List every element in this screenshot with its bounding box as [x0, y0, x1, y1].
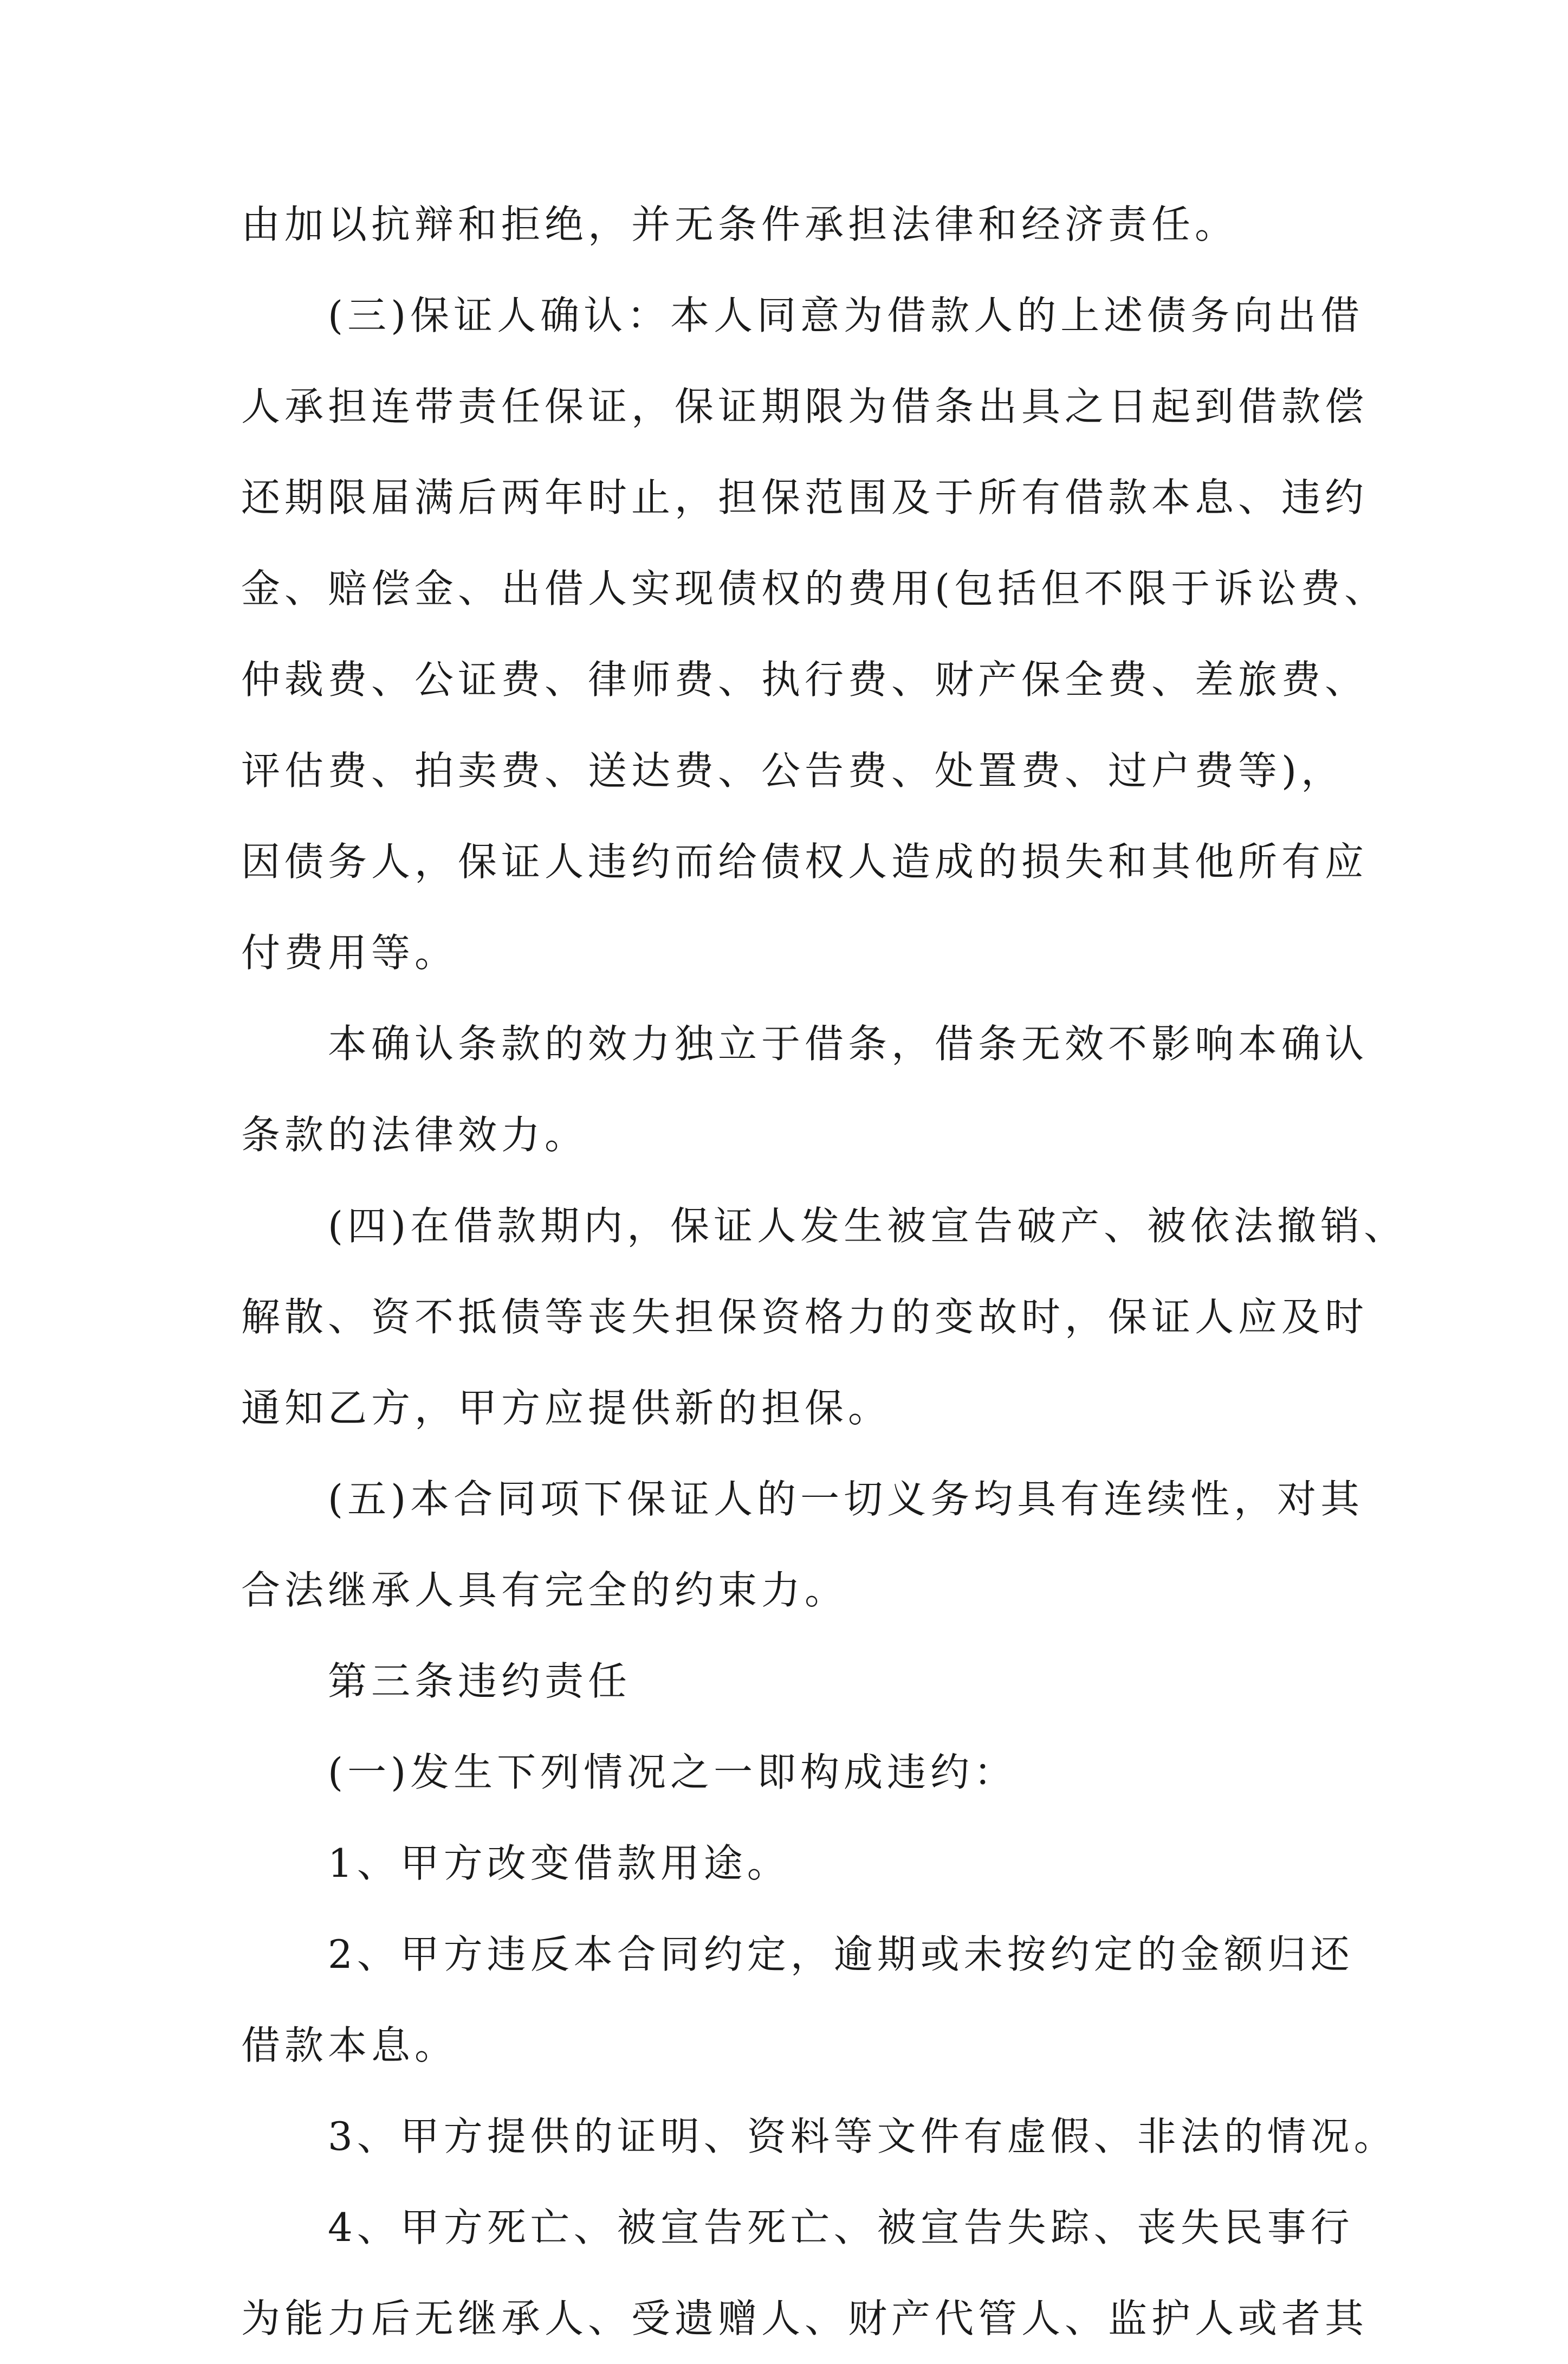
document-line: 合法继承人具有完全的约束力。 — [241, 1567, 848, 1613]
document-line: 本确认条款的效力独立于借条，借条无效不影响本确认 — [328, 1021, 1369, 1067]
document-line: 1、甲方改变借款用途。 — [328, 1840, 791, 1886]
document-line: 第三条违约责任 — [328, 1658, 632, 1704]
document-line: 4、甲方死亡、被宣告死亡、被宣告失踪、丧失民事行 — [328, 2205, 1354, 2250]
document-line: 解散、资不抵债等丧失担保资格力的变故时，保证人应及时 — [241, 1294, 1369, 1340]
document-line: (一)发生下列情况之一即构成违约： — [328, 1749, 1018, 1795]
document-line: 付费用等。 — [241, 930, 458, 976]
document-line: 由加以抗辩和拒绝，并无条件承担法律和经济责任。 — [241, 202, 1239, 247]
document-line: 金、赔偿金、出借人实现债权的费用(包括但不限于诉讼费、 — [241, 566, 1388, 611]
document-line: 2、甲方违反本合同约定，逾期或未按约定的金额归还 — [328, 1932, 1354, 1977]
document-body — [241, 179, 1408, 2364]
document-line: 条款的法律效力。 — [241, 1112, 588, 1158]
document-line: 仲裁费、公证费、律师费、执行费、财产保全费、差旅费、 — [241, 657, 1369, 702]
document-line: (三)保证人确认：本人同意为借款人的上述债务向出借 — [328, 293, 1364, 338]
document-line: 为能力后无继承人、受遗赠人、财产代管人、监护人或者其 — [241, 2296, 1369, 2341]
document-line: 还期限届满后两年时止，担保范围及于所有借款本息、违约 — [241, 475, 1369, 520]
document-line: 通知乙方，甲方应提供新的担保。 — [241, 1385, 892, 1431]
document-line: 借款本息。 — [241, 2023, 458, 2068]
document-line: (五)本合同项下保证人的一切义务均具有连续性，对其 — [328, 1476, 1364, 1522]
document-line: 3、甲方提供的证明、资料等文件有虚假、非法的情况。 — [328, 2114, 1397, 2159]
document-line: 因债务人，保证人违约而给债权人造成的损失和其他所有应 — [241, 839, 1369, 884]
document-line: 评估费、拍卖费、送达费、公告费、处置费、过户费等)， — [241, 748, 1345, 793]
document-line: (四)在借款期内，保证人发生被宣告破产、被依法撤销、 — [328, 1203, 1408, 1249]
document-line: 人承担连带责任保证，保证期限为借条出具之日起到借款偿 — [241, 384, 1369, 429]
